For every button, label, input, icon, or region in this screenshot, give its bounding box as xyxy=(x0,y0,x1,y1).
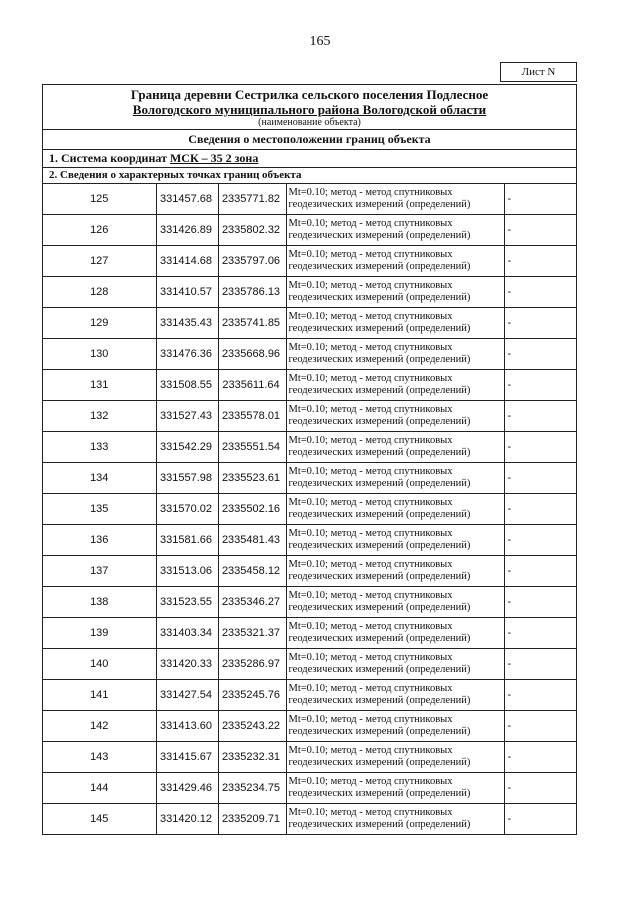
point-number-cell: 132 xyxy=(43,401,156,432)
accuracy-method-line-2: геодезических измерений (определений) xyxy=(288,788,471,799)
accuracy-method-line-2: геодезических измерений (определений) xyxy=(288,726,471,737)
x-coordinate-cell: 331420.33 xyxy=(156,649,218,680)
accuracy-method-line-1: Mt=0.10; метод - метод спутниковых xyxy=(288,404,453,415)
accuracy-method-cell xyxy=(286,370,504,401)
accuracy-method-line-1: Mt=0.10; метод - метод спутниковых xyxy=(288,745,453,756)
point-number-cell: 133 xyxy=(43,432,156,463)
x-coordinate-cell: 331414.68 xyxy=(156,246,218,277)
x-coordinate-cell: 331426.89 xyxy=(156,215,218,246)
accuracy-method-line-2: геодезических измерений (определений) xyxy=(288,478,471,489)
table-row xyxy=(43,618,576,649)
object-name-note: (наименование объекта) xyxy=(258,117,361,128)
accuracy-method-line-1: Mt=0.10; метод - метод спутниковых xyxy=(288,621,453,632)
point-number-cell: 144 xyxy=(43,773,156,804)
table-row xyxy=(43,308,576,339)
table-row xyxy=(43,525,576,556)
accuracy-method-line-1: Mt=0.10; метод - метод спутниковых xyxy=(288,807,453,818)
table-row xyxy=(43,649,576,680)
table-row xyxy=(43,711,576,742)
accuracy-method-cell xyxy=(286,525,504,556)
point-number-cell: 140 xyxy=(43,649,156,680)
accuracy-method-cell xyxy=(286,463,504,494)
extra-info-cell: - xyxy=(504,432,576,463)
table-row xyxy=(43,804,576,835)
point-number-cell: 125 xyxy=(43,184,156,215)
accuracy-method-cell xyxy=(286,246,504,277)
accuracy-method-line-1: Mt=0.10; метод - метод спутниковых xyxy=(288,559,453,570)
point-number-cell: 131 xyxy=(43,370,156,401)
accuracy-method-line-1: Mt=0.10; метод - метод спутниковых xyxy=(288,373,453,384)
coordinate-system-label: 1. Система координат xyxy=(49,151,167,165)
table-row xyxy=(43,463,576,494)
y-coordinate-cell: 2335502.16 xyxy=(218,494,286,525)
x-coordinate-cell: 331410.57 xyxy=(156,277,218,308)
accuracy-method-line-1: Mt=0.10; метод - метод спутниковых xyxy=(288,776,453,787)
x-coordinate-cell: 331435.43 xyxy=(156,308,218,339)
accuracy-method-line-2: геодезических измерений (определений) xyxy=(288,602,471,613)
title-line-1: Граница деревни Сестрилка сельского поселения Подлесное xyxy=(130,87,489,102)
accuracy-method-line-2: геодезических измерений (определений) xyxy=(288,292,471,303)
x-coordinate-cell: 331457.68 xyxy=(156,184,218,215)
accuracy-method-cell xyxy=(286,742,504,773)
y-coordinate-cell: 2335286.97 xyxy=(218,649,286,680)
accuracy-method-line-2: геодезических измерений (определений) xyxy=(288,261,471,272)
extra-info-cell: - xyxy=(504,370,576,401)
point-number-cell: 126 xyxy=(43,215,156,246)
y-coordinate-cell: 2335611.64 xyxy=(218,370,286,401)
y-coordinate-cell: 2335771.82 xyxy=(218,184,286,215)
accuracy-method-line-1: Mt=0.10; метод - метод спутниковых xyxy=(288,280,453,291)
accuracy-method-line-1: Mt=0.10; метод - метод спутниковых xyxy=(288,714,453,725)
accuracy-method-line-1: Mt=0.10; метод - метод спутниковых xyxy=(288,342,453,353)
point-number-cell: 127 xyxy=(43,246,156,277)
accuracy-method-cell xyxy=(286,432,504,463)
accuracy-method-line-2: геодезических измерений (определений) xyxy=(288,695,471,706)
y-coordinate-cell: 2335551.54 xyxy=(218,432,286,463)
extra-info-cell: - xyxy=(504,215,576,246)
document-header xyxy=(43,85,576,130)
point-number-cell: 134 xyxy=(43,463,156,494)
y-coordinate-cell: 2335523.61 xyxy=(218,463,286,494)
x-coordinate-cell: 331557.98 xyxy=(156,463,218,494)
accuracy-method-line-2: геодезических измерений (определений) xyxy=(288,633,471,644)
y-coordinate-cell: 2335321.37 xyxy=(218,618,286,649)
point-number-cell: 138 xyxy=(43,587,156,618)
table-row xyxy=(43,556,576,587)
x-coordinate-cell: 331581.66 xyxy=(156,525,218,556)
coordinate-system-value: МСК – 35 2 зона xyxy=(169,151,259,165)
accuracy-method-cell xyxy=(286,773,504,804)
accuracy-method-cell xyxy=(286,680,504,711)
accuracy-method-line-2: геодезических измерений (определений) xyxy=(288,230,471,241)
accuracy-method-line-1: Mt=0.10; метод - метод спутниковых xyxy=(288,683,453,694)
table-row xyxy=(43,680,576,711)
x-coordinate-cell: 331570.02 xyxy=(156,494,218,525)
table-row xyxy=(43,587,576,618)
extra-info-cell: - xyxy=(504,494,576,525)
accuracy-method-line-1: Mt=0.10; метод - метод спутниковых xyxy=(288,497,453,508)
accuracy-method-line-2: геодезических измерений (определений) xyxy=(288,819,471,830)
table-row xyxy=(43,215,576,246)
accuracy-method-cell xyxy=(286,277,504,308)
y-coordinate-cell: 2335797.06 xyxy=(218,246,286,277)
coordinate-system-row xyxy=(43,150,576,168)
y-coordinate-cell: 2335234.75 xyxy=(218,773,286,804)
point-number-cell: 141 xyxy=(43,680,156,711)
x-coordinate-cell: 331527.43 xyxy=(156,401,218,432)
sheet-label: Лист N xyxy=(500,62,577,82)
point-number-cell: 139 xyxy=(43,618,156,649)
accuracy-method-line-1: Mt=0.10; метод - метод спутниковых xyxy=(288,466,453,477)
accuracy-method-line-1: Mt=0.10; метод - метод спутниковых xyxy=(288,218,453,229)
extra-info-cell: - xyxy=(504,711,576,742)
accuracy-method-line-2: геодезических измерений (определений) xyxy=(288,757,471,768)
y-coordinate-cell: 2335243.22 xyxy=(218,711,286,742)
x-coordinate-cell: 331429.46 xyxy=(156,773,218,804)
extra-info-cell: - xyxy=(504,618,576,649)
table-row xyxy=(43,432,576,463)
y-coordinate-cell: 2335209.71 xyxy=(218,804,286,835)
accuracy-method-line-1: Mt=0.10; метод - метод спутниковых xyxy=(288,249,453,260)
y-coordinate-cell: 2335458.12 xyxy=(218,556,286,587)
page-number: 165 xyxy=(309,34,331,49)
table-row xyxy=(43,370,576,401)
accuracy-method-line-2: геодезических измерений (определений) xyxy=(288,416,471,427)
extra-info-cell: - xyxy=(504,587,576,618)
point-number-cell: 135 xyxy=(43,494,156,525)
boundary-table-frame xyxy=(42,84,577,835)
y-coordinate-cell: 2335741.85 xyxy=(218,308,286,339)
accuracy-method-line-2: геодезических измерений (определений) xyxy=(288,354,471,365)
accuracy-method-cell xyxy=(286,711,504,742)
accuracy-method-line-2: геодезических измерений (определений) xyxy=(288,571,471,582)
accuracy-method-cell xyxy=(286,587,504,618)
accuracy-method-line-1: Mt=0.10; метод - метод спутниковых xyxy=(288,435,453,446)
title-line-2: Вологодского муниципального района Вологодской области xyxy=(132,102,487,117)
extra-info-cell: - xyxy=(504,184,576,215)
accuracy-method-line-2: геодезических измерений (определений) xyxy=(288,447,471,458)
table-row xyxy=(43,246,576,277)
points-table xyxy=(43,184,576,834)
accuracy-method-cell xyxy=(286,556,504,587)
x-coordinate-cell: 331523.55 xyxy=(156,587,218,618)
point-number-cell: 145 xyxy=(43,804,156,835)
table-row xyxy=(43,773,576,804)
point-number-cell: 143 xyxy=(43,742,156,773)
x-coordinate-cell: 331403.34 xyxy=(156,618,218,649)
table-row xyxy=(43,277,576,308)
x-coordinate-cell: 331420.12 xyxy=(156,804,218,835)
x-coordinate-cell: 331513.06 xyxy=(156,556,218,587)
accuracy-method-line-1: Mt=0.10; метод - метод спутниковых xyxy=(288,311,453,322)
point-number-cell: 130 xyxy=(43,339,156,370)
accuracy-method-line-2: геодезических измерений (определений) xyxy=(288,664,471,675)
x-coordinate-cell: 331542.29 xyxy=(156,432,218,463)
accuracy-method-cell xyxy=(286,618,504,649)
extra-info-cell: - xyxy=(504,308,576,339)
accuracy-method-line-2: геодезических измерений (определений) xyxy=(288,323,471,334)
accuracy-method-cell xyxy=(286,308,504,339)
point-number-cell: 137 xyxy=(43,556,156,587)
x-coordinate-cell: 331508.55 xyxy=(156,370,218,401)
x-coordinate-cell: 331476.36 xyxy=(156,339,218,370)
accuracy-method-line-1: Mt=0.10; метод - метод спутниковых xyxy=(288,590,453,601)
x-coordinate-cell: 331415.67 xyxy=(156,742,218,773)
accuracy-method-line-1: Mt=0.10; метод - метод спутниковых xyxy=(288,528,453,539)
extra-info-cell: - xyxy=(504,277,576,308)
table-row xyxy=(43,401,576,432)
extra-info-cell: - xyxy=(504,680,576,711)
extra-info-cell: - xyxy=(504,742,576,773)
extra-info-cell: - xyxy=(504,339,576,370)
accuracy-method-cell xyxy=(286,494,504,525)
accuracy-method-line-2: геодезических измерений (определений) xyxy=(288,540,471,551)
extra-info-cell: - xyxy=(504,556,576,587)
accuracy-method-cell xyxy=(286,401,504,432)
extra-info-cell: - xyxy=(504,649,576,680)
table-row xyxy=(43,184,576,215)
y-coordinate-cell: 2335245.76 xyxy=(218,680,286,711)
accuracy-method-line-2: геодезических измерений (определений) xyxy=(288,199,471,210)
accuracy-method-line-2: геодезических измерений (определений) xyxy=(288,509,471,520)
extra-info-cell: - xyxy=(504,463,576,494)
point-number-cell: 136 xyxy=(43,525,156,556)
extra-info-cell: - xyxy=(504,246,576,277)
x-coordinate-cell: 331427.54 xyxy=(156,680,218,711)
section-title: Сведения о местоположении границ объекта xyxy=(43,130,576,150)
accuracy-method-cell xyxy=(286,215,504,246)
extra-info-cell: - xyxy=(504,401,576,432)
table-row xyxy=(43,339,576,370)
accuracy-method-cell xyxy=(286,649,504,680)
accuracy-method-line-1: Mt=0.10; метод - метод спутниковых xyxy=(288,652,453,663)
y-coordinate-cell: 2335481.43 xyxy=(218,525,286,556)
extra-info-cell: - xyxy=(504,804,576,835)
y-coordinate-cell: 2335802.32 xyxy=(218,215,286,246)
points-table-body xyxy=(43,184,576,834)
table-row xyxy=(43,494,576,525)
table-row xyxy=(43,742,576,773)
point-number-cell: 129 xyxy=(43,308,156,339)
y-coordinate-cell: 2335578.01 xyxy=(218,401,286,432)
y-coordinate-cell: 2335668.96 xyxy=(218,339,286,370)
y-coordinate-cell: 2335346.27 xyxy=(218,587,286,618)
accuracy-method-cell xyxy=(286,184,504,215)
x-coordinate-cell: 331413.60 xyxy=(156,711,218,742)
accuracy-method-cell xyxy=(286,804,504,835)
accuracy-method-line-2: геодезических измерений (определений) xyxy=(288,385,471,396)
points-heading: 2. Сведения о характерных точках границ объекта xyxy=(43,168,576,184)
y-coordinate-cell: 2335232.31 xyxy=(218,742,286,773)
point-number-cell: 128 xyxy=(43,277,156,308)
accuracy-method-cell xyxy=(286,339,504,370)
accuracy-method-line-1: Mt=0.10; метод - метод спутниковых xyxy=(288,187,453,198)
y-coordinate-cell: 2335786.13 xyxy=(218,277,286,308)
point-number-cell: 142 xyxy=(43,711,156,742)
extra-info-cell: - xyxy=(504,525,576,556)
extra-info-cell: - xyxy=(504,773,576,804)
